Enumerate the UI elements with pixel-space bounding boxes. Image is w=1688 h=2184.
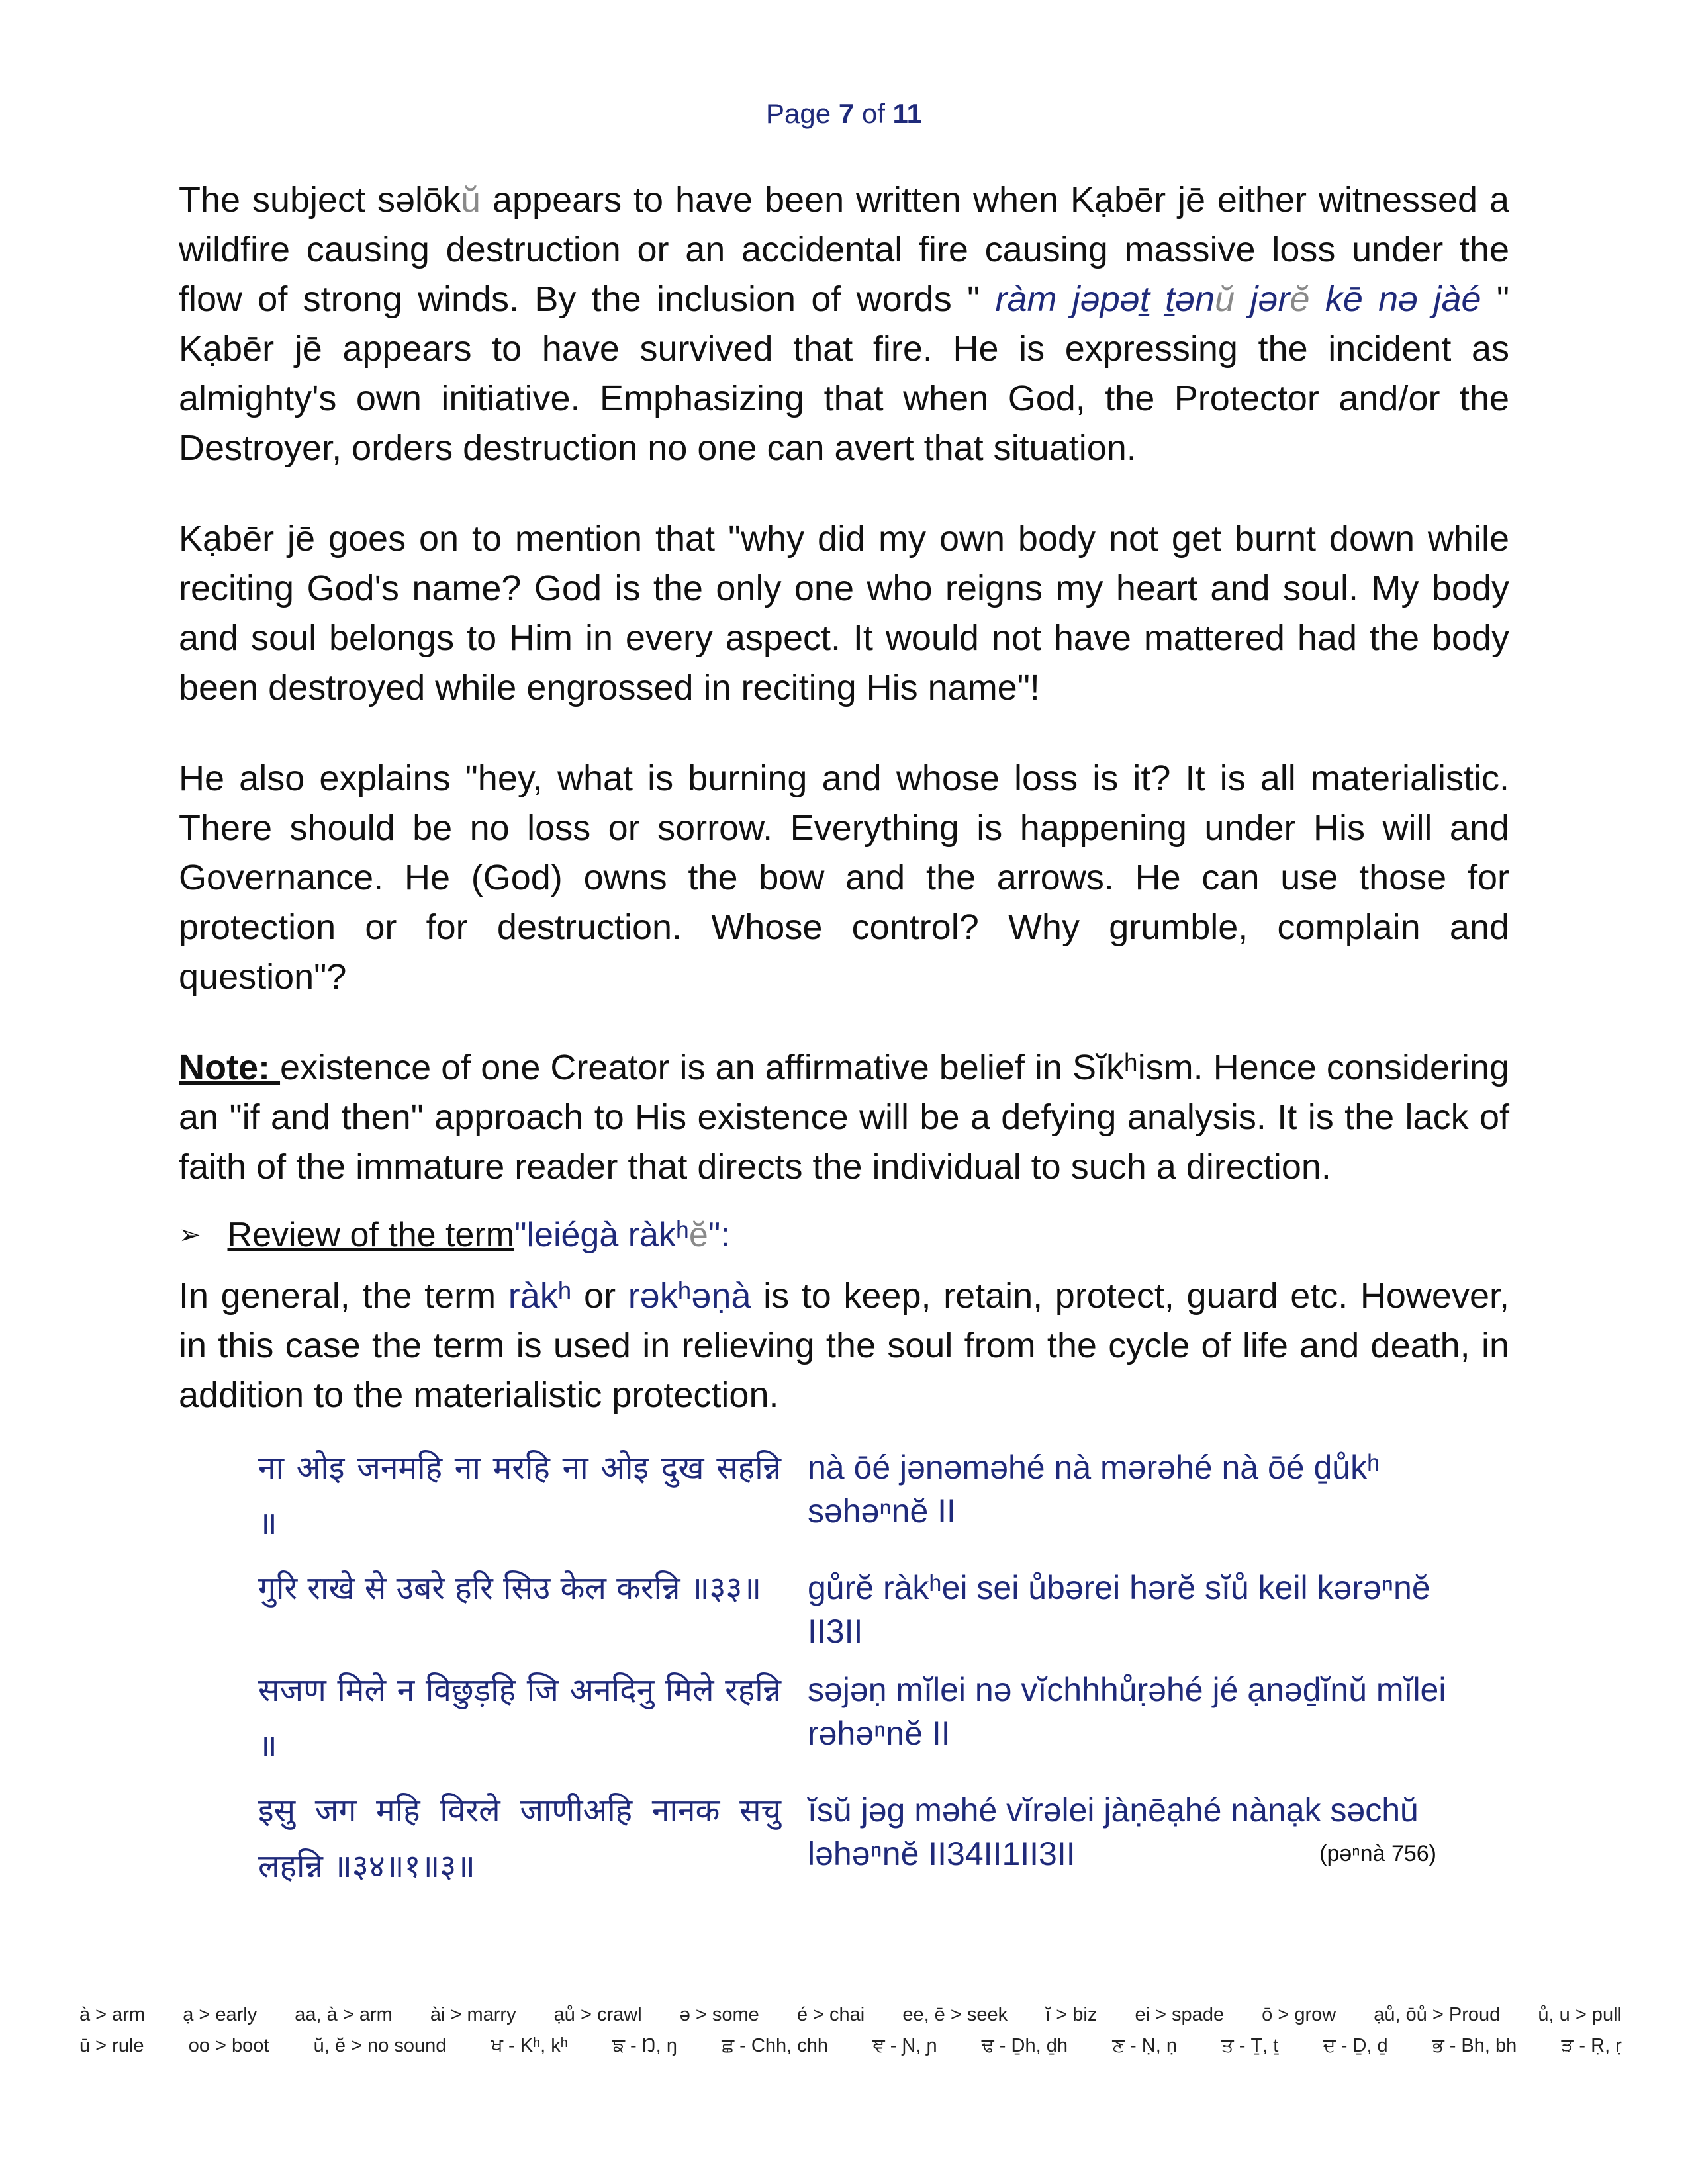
legend-item: ਤ - Ṯ, ṯ (1221, 2035, 1279, 2056)
paragraph-2: Kạbēr jē goes on to mention that "why did my own body not get burnt down while reciting God's name? God is the only one who reigns my heart and soul. My body and soul belongs to Him in every aspect. It would not have mattered had the body been destroyed while engrossed in reciting His name"! (179, 519, 1509, 707)
legend-item: ਙ - Ŋ, ŋ (612, 2035, 677, 2056)
verse-row (258, 1662, 1463, 1783)
document-body (179, 175, 1509, 1903)
legend-item: ਦ - Ḏ, ḏ (1323, 2035, 1388, 2056)
verse-row (258, 1561, 1463, 1662)
legend-item: ů, u > pull (1538, 2004, 1622, 2025)
legend-row-vowels (79, 2004, 1622, 2026)
legend-item: ੜ - Ṛ, ṛ (1561, 2035, 1622, 2056)
legend-item: ਞ - Ɲ, ɲ (872, 2035, 937, 2056)
verse-transliteration: gůrĕ ràkʰei sei ůbərei hərĕ sĭů keil kərəⁿnĕ II3II (808, 1569, 1430, 1650)
legend-item: ŭ, ĕ > no sound (313, 2035, 447, 2056)
legend-item: ài > marry (430, 2004, 516, 2025)
legend-item: ə > some (679, 2004, 759, 2025)
legend-item: ਢ - Ḏh, ḏh (981, 2035, 1068, 2056)
verse-transliteration: səjəṇ mĭlei nə vĭchhhůṛəhé jé ạnəḏĭnŭ mĭlei rəhəⁿnĕ II (808, 1671, 1446, 1752)
verse-row (258, 1440, 1463, 1561)
paragraph-4: In general, the term ràkʰ or rəkʰəṇà is to keep, retain, protect, guard etc. However, in this case the term is used in relieving the soul from the cycle of life and death, in addition to the materialistic protection. (179, 1276, 1509, 1415)
legend-item: ਖ - Kʰ, kʰ (491, 2035, 568, 2056)
arrow-bullet-icon: ➢ (179, 1220, 201, 1250)
pronunciation-legend (79, 2004, 1622, 2066)
legend-item: ạ > early (183, 2004, 258, 2025)
legend-row-consonants (79, 2035, 1622, 2057)
legend-item: ਛ - Chh, chh (722, 2035, 828, 2056)
verse-devanagari: ना ओइ जनमहि ना मरहि ना ओइ दुख सहन्नि ॥ (258, 1449, 781, 1542)
page-reference: (pəⁿnà 756) (1319, 1841, 1436, 1866)
legend-item: à > arm (79, 2004, 146, 2025)
verse-devanagari: इसु जग महि विरले जाणीअहि नानक सचु लहन्नि ॥३४॥१॥३॥ (258, 1792, 781, 1885)
paragraph-3: He also explains "hey, what is burning and whose loss is it? It is all materialistic. There should be no loss or sorrow. Everything is happening under His will and Governance. He (God) owns the bow and the arrows. He can use those for protection or for destruction. Whose control? Why grumble, complain and question"? (179, 758, 1509, 997)
review-heading: ➢ Review of the term "leiégà ràkʰ ĕ ": (179, 1212, 1509, 1258)
legend-item: ਣ - Ṇ, ṇ (1112, 2035, 1177, 2056)
legend-item: aa, à > arm (295, 2004, 393, 2025)
verse-devanagari: गुरि राखे से उबरे हरि सिउ केल करन्नि ॥३३॥ (258, 1570, 762, 1607)
legend-item: é > chai (796, 2004, 865, 2025)
verse-devanagari: सजण मिले न विछुड़हि जि अनदिनु मिले रहन्नि ॥ (258, 1672, 781, 1764)
legend-item: ee, ē > seek (902, 2004, 1008, 2025)
legend-item: ਭ - Bh, bh (1432, 2035, 1517, 2056)
legend-item: ō > grow (1262, 2004, 1336, 2025)
verse-transliteration: nà ōé jənəməhé nà mərəhé nà ōé ḏůkʰ səhəⁿnĕ II (808, 1449, 1380, 1529)
legend-item: oo > boot (188, 2035, 269, 2056)
verse-row (258, 1783, 1463, 1903)
note-label: Note: (179, 1048, 281, 1087)
legend-item: ū > rule (79, 2035, 144, 2056)
legend-item: ĭ > biz (1045, 2004, 1098, 2025)
legend-item: ạů > crawl (553, 2004, 642, 2025)
legend-item: ei > spade (1135, 2004, 1225, 2025)
verse-transliteration: ĭsŭ jəg məhé vĭrəlei jàṇēạhé nànạk səchŭ ləhəⁿnĕ II34II1II3II (pəⁿnà 756) (808, 1783, 1463, 1903)
legend-item: ạů, ōů > Proud (1374, 2004, 1501, 2025)
page-number-header: Page 7 of 11 (766, 98, 922, 129)
note-paragraph: Note: existence of one Creator is an affirmative belief in Sĭkʰism. Hence considering an "if and then" approach to His existence will be a defying analysis. It is the lack of faith of the immature reader that directs the individual to such a direction. (179, 1048, 1510, 1187)
verse-table (258, 1440, 1463, 1903)
paragraph-1: The subject səlōkŭ appears to have been written when Kạbēr jē either witnessed a wildfire causing destruction or an accidental fire causing massive loss under the flow of strong winds. By the inclusion of words " ràm jəpəṯ ṯənŭ jərĕ kē nə jàé " Kạbēr jē appears to have survived that fire. He is expressing the incident as almighty's own initiative. Emphasizing that when God, the Protector and/or the Destroyer, orders destruction no one can avert that situation. (179, 180, 1510, 468)
